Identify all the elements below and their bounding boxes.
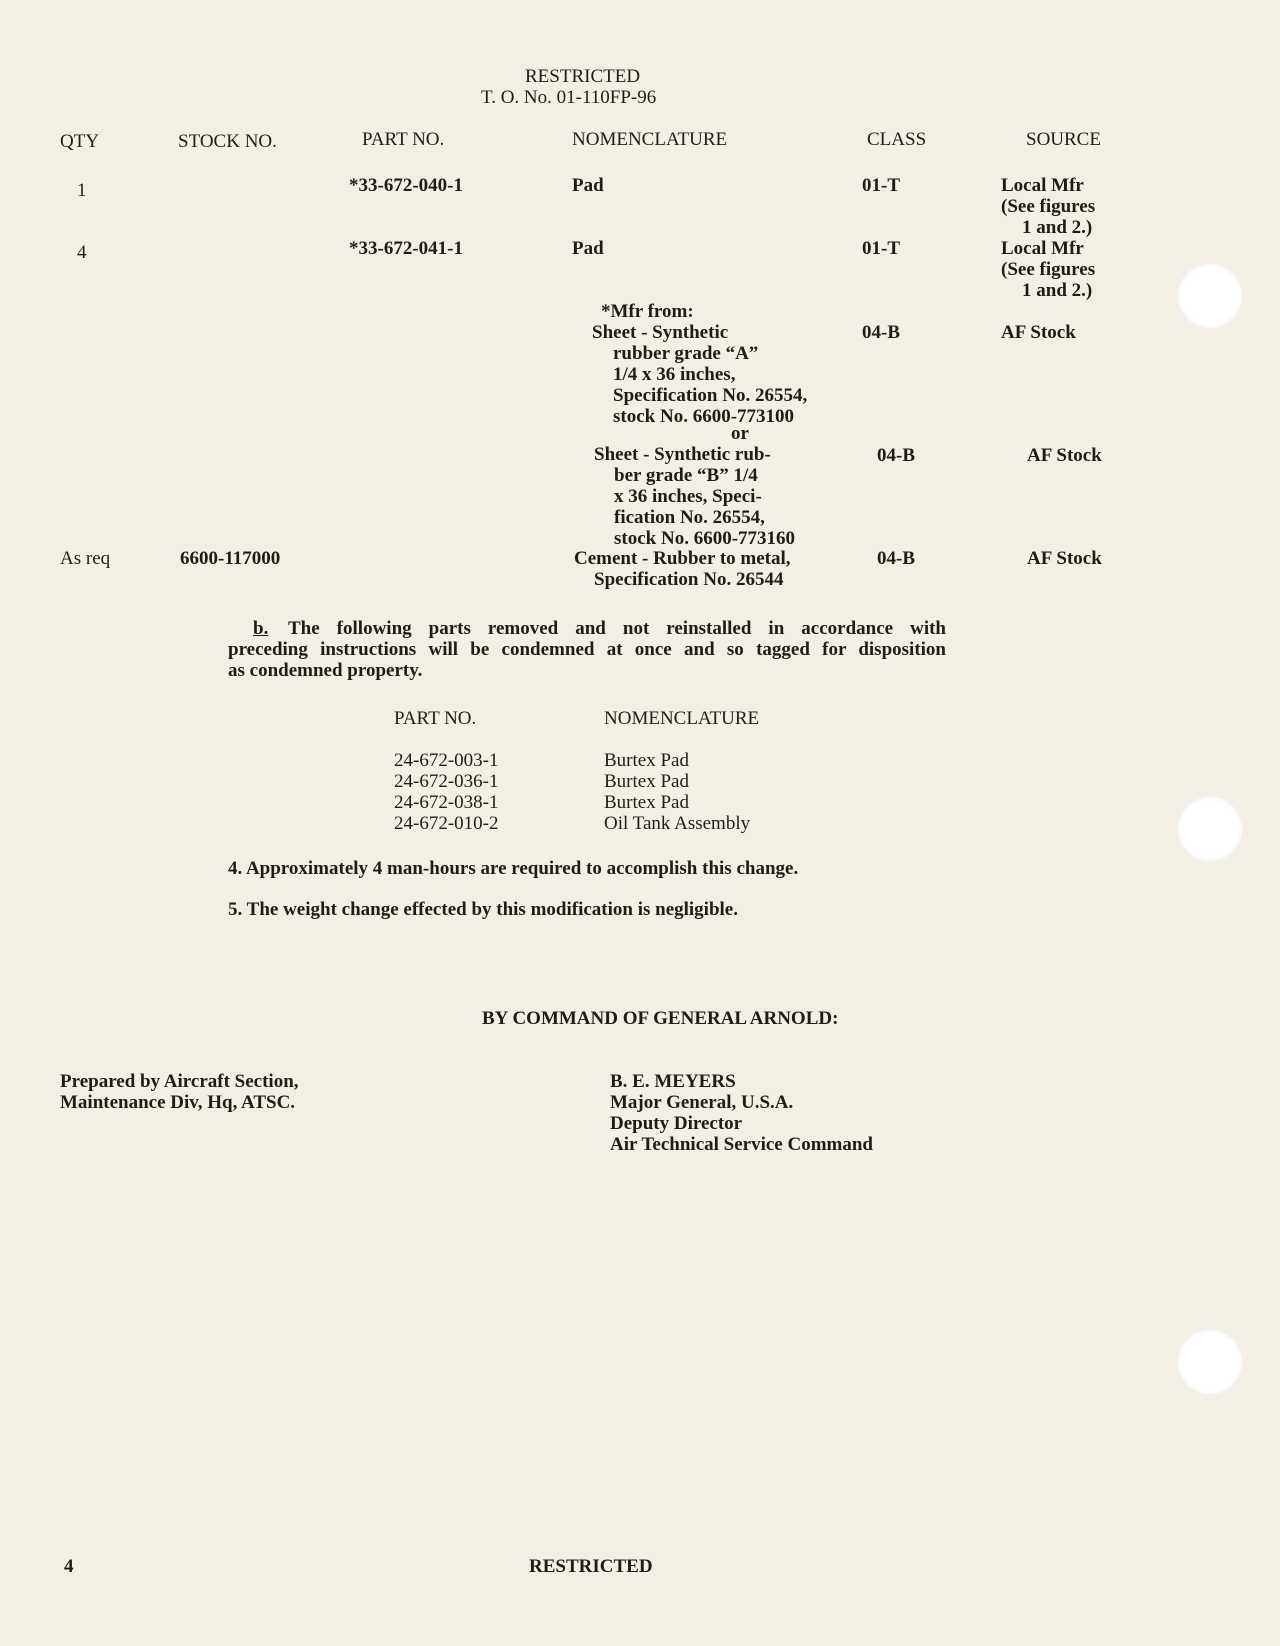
para-b-line2: preceding instructions will be condemned at once and so tagged for disposition xyxy=(228,639,946,660)
row1-source-line3: 1 and 2.) xyxy=(1022,217,1093,238)
sheet-b-line1: Sheet - Synthetic rub- xyxy=(594,444,771,465)
row2-source-line2: (See figures xyxy=(1001,259,1096,280)
cement-qty: As req xyxy=(60,548,111,569)
row1-class: 01-T xyxy=(862,175,900,196)
col-header-stock: STOCK NO. xyxy=(178,131,277,152)
condemned-header-part: PART NO. xyxy=(394,708,477,729)
row1-nomenclature: Pad xyxy=(572,175,604,196)
row1-qty: 1 xyxy=(77,180,87,201)
condemned-row3-part: 24-672-038-1 xyxy=(394,792,499,813)
signature-rank: Major General, U.S.A. xyxy=(610,1092,794,1113)
sheet-a-line5: stock No. 6600-773100 xyxy=(613,406,795,427)
col-header-class: CLASS xyxy=(867,129,927,150)
col-header-part: PART NO. xyxy=(362,129,445,150)
prepared-by-line1: Prepared by Aircraft Section, xyxy=(60,1071,299,1092)
cement-line1: Cement - Rubber to metal, xyxy=(574,548,791,569)
condemned-row3-nomenclature: Burtex Pad xyxy=(604,792,689,813)
cement-line2: Specification No. 26544 xyxy=(594,569,784,590)
sheet-b-class: 04-B xyxy=(877,445,915,466)
cement-source: AF Stock xyxy=(1027,548,1102,569)
row1-source-line1: Local Mfr xyxy=(1001,175,1084,196)
signature-name: B. E. MEYERS xyxy=(610,1071,736,1092)
sheet-a-source: AF Stock xyxy=(1001,322,1076,343)
row1-source-line2: (See figures xyxy=(1001,196,1096,217)
item-5: 5. The weight change effected by this modification is negligible. xyxy=(228,899,738,920)
sheet-b-line2: ber grade “B” 1/4 xyxy=(614,465,758,486)
row1-part: *33-672-040-1 xyxy=(349,175,463,196)
row2-class: 01-T xyxy=(862,238,900,259)
footer-classification: RESTRICTED xyxy=(529,1556,653,1577)
binder-hole-top xyxy=(1177,263,1243,329)
row2-part: *33-672-041-1 xyxy=(349,238,463,259)
row2-source-line3: 1 and 2.) xyxy=(1022,280,1093,301)
cement-stock: 6600-117000 xyxy=(180,548,281,569)
signature-organization: Air Technical Service Command xyxy=(610,1134,874,1155)
or-label: or xyxy=(731,423,749,444)
signature-title: Deputy Director xyxy=(610,1113,743,1134)
col-header-qty: QTY xyxy=(60,131,100,152)
command-line: BY COMMAND OF GENERAL ARNOLD: xyxy=(482,1008,839,1029)
para-b-line1: The following parts removed and not reinstalled in accordance with xyxy=(288,618,946,639)
sheet-a-line1: Sheet - Synthetic xyxy=(592,322,729,343)
binder-hole-bottom xyxy=(1177,1329,1243,1395)
header-classification: RESTRICTED xyxy=(525,66,641,87)
row2-qty: 4 xyxy=(77,242,87,263)
condemned-row1-nomenclature: Burtex Pad xyxy=(604,750,689,771)
header-to-number: T. O. No. 01-110FP-96 xyxy=(481,87,657,108)
sheet-b-line5: stock No. 6600-773160 xyxy=(614,528,796,549)
mfr-from-label: *Mfr from: xyxy=(601,301,694,322)
prepared-by-line2: Maintenance Div, Hq, ATSC. xyxy=(60,1092,296,1113)
condemned-row4-part: 24-672-010-2 xyxy=(394,813,499,834)
sheet-a-line3: 1/4 x 36 inches, xyxy=(613,364,736,385)
condemned-row4-nomenclature: Oil Tank Assembly xyxy=(604,813,751,834)
cement-class: 04-B xyxy=(877,548,915,569)
sheet-b-line3: x 36 inches, Speci- xyxy=(614,486,762,507)
sheet-b-source: AF Stock xyxy=(1027,445,1102,466)
row2-nomenclature: Pad xyxy=(572,238,604,259)
binder-hole-middle xyxy=(1177,796,1243,862)
sheet-a-line4: Specification No. 26554, xyxy=(613,385,808,406)
para-b-line3: as condemned property. xyxy=(228,660,423,681)
footer-page-number: 4 xyxy=(64,1556,74,1577)
col-header-source: SOURCE xyxy=(1026,129,1101,150)
sheet-a-line2: rubber grade “A” xyxy=(613,343,759,364)
condemned-row2-part: 24-672-036-1 xyxy=(394,771,499,792)
sheet-b-line4: fication No. 26554, xyxy=(614,507,765,528)
sheet-a-class: 04-B xyxy=(862,322,900,343)
col-header-nomenclature: NOMENCLATURE xyxy=(572,129,728,150)
condemned-row1-part: 24-672-003-1 xyxy=(394,750,499,771)
row2-source-line1: Local Mfr xyxy=(1001,238,1084,259)
para-b-label: b. xyxy=(253,618,269,639)
item-4: 4. Approximately 4 man-hours are required to accomplish this change. xyxy=(228,858,799,879)
condemned-header-nomenclature: NOMENCLATURE xyxy=(604,708,760,729)
condemned-row2-nomenclature: Burtex Pad xyxy=(604,771,689,792)
